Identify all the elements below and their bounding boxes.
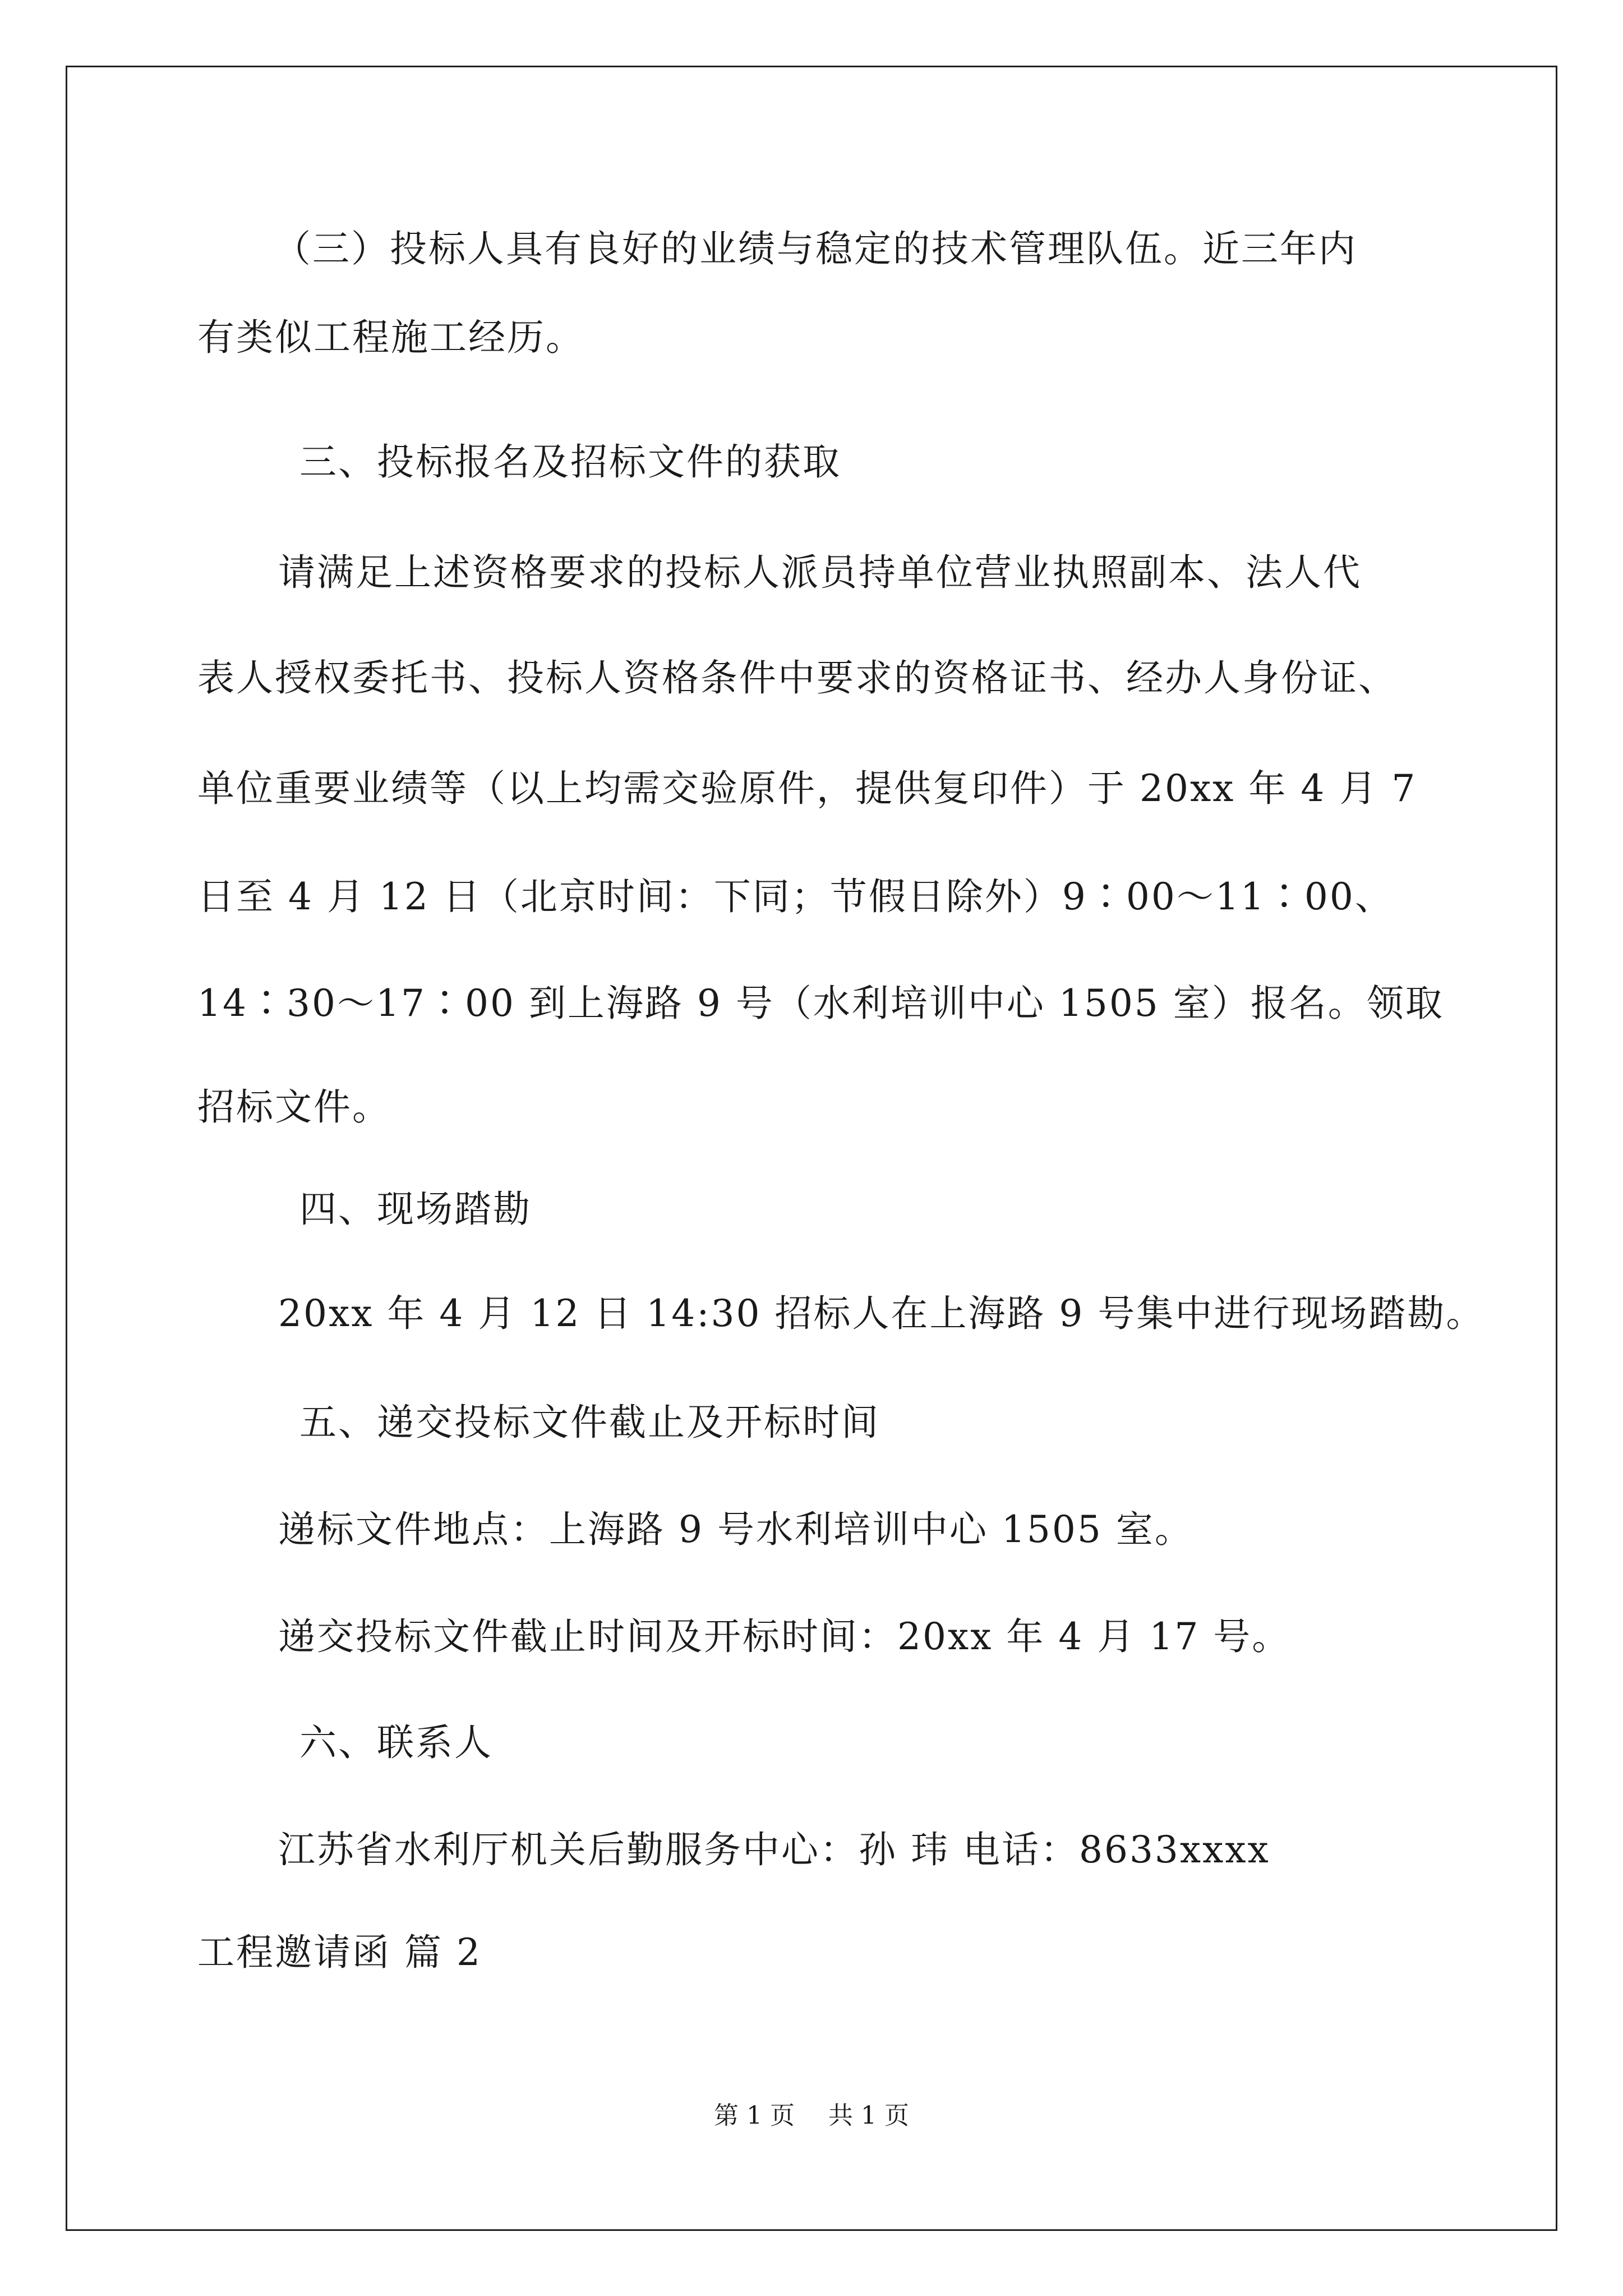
next-section-title: 工程邀请函 篇 2: [197, 1931, 482, 1974]
section-heading-6: 六、联系人: [299, 1721, 493, 1764]
page-footer: [0, 2099, 1623, 2133]
paragraph-line-2: 有类似工程施工经历。: [197, 316, 584, 359]
section-heading-5: 五、递交投标文件截止及开标时间: [299, 1401, 880, 1444]
section-heading-4: 四、现场踏勘: [299, 1188, 532, 1231]
page-frame: [66, 66, 1557, 2231]
paragraph-line-8: 14∶30～17∶00 到上海路 9 号（水利培训中心 1505 室）报名。领取: [197, 982, 1444, 1025]
paragraph-line-7: 日至 4 月 12 日（北京时间：下同；节假日除外）9∶00～11∶00、: [197, 875, 1394, 918]
paragraph-line-14: 递交投标文件截止时间及开标时间：20xx 年 4 月 17 号。: [278, 1615, 1291, 1658]
contact-line: 江苏省水利厅机关后勤服务中心：孙 玮 电话：8633xxxx: [278, 1828, 1270, 1871]
page-total: 共 1 页: [828, 2101, 909, 2130]
section-heading-3: 三、投标报名及招标文件的获取: [299, 440, 841, 484]
paragraph-line-6: 单位重要业绩等（以上均需交验原件，提供复印件）于 20xx 年 4 月 7: [197, 767, 1417, 810]
paragraph-line-1: （三）投标人具有良好的业绩与稳定的技术管理队伍。近三年内: [274, 227, 1357, 270]
paragraph-line-5: 表人授权委托书、投标人资格条件中要求的资格证书、经办人身份证、: [197, 656, 1397, 700]
paragraph-line-11: 20xx 年 4 月 12 日 14:30 招标人在上海路 9 号集中进行现场踏勘。: [278, 1292, 1485, 1335]
paragraph-line-9: 招标文件。: [197, 1085, 391, 1129]
paragraph-line-13: 递标文件地点：上海路 9 号水利培训中心 1505 室。: [278, 1508, 1193, 1551]
paragraph-line-4: 请满足上述资格要求的投标人派员持单位营业执照副本、法人代: [278, 551, 1362, 594]
page-number: 第 1 页: [714, 2101, 795, 2130]
